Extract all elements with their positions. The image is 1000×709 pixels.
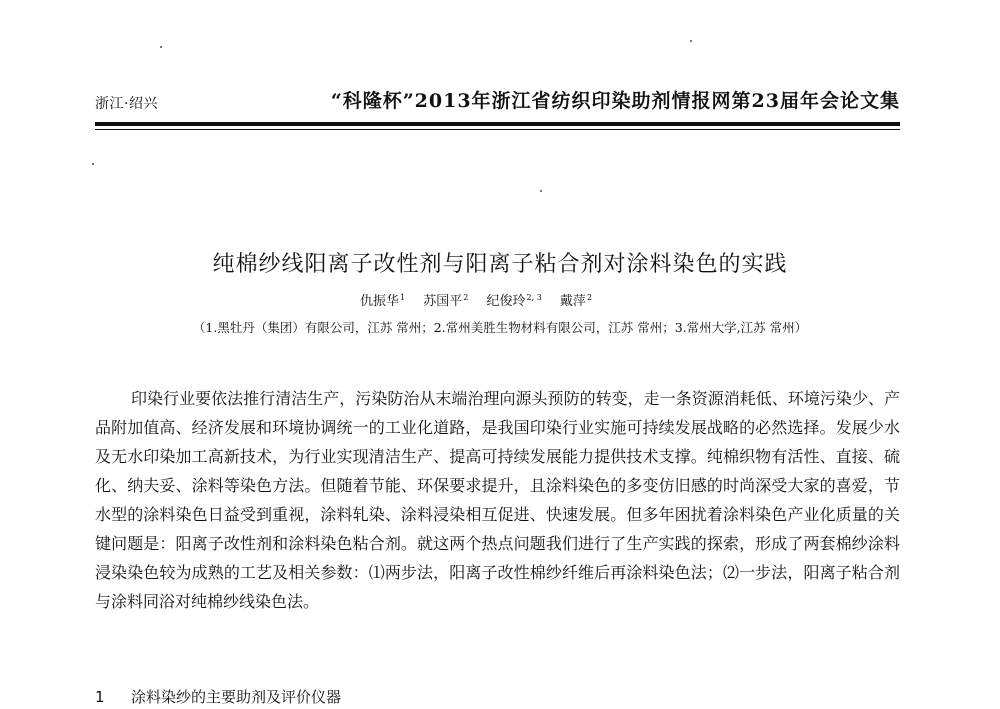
author-name: 戴萍 — [559, 294, 586, 309]
author-affiliation-mark: 2, 3 — [526, 292, 542, 302]
affiliations: （1.黑牡丹（集团）有限公司，江苏 常州；2.常州美胜生物材料有限公司，江苏 常州；3.常州大学,江苏 常州） — [192, 320, 808, 335]
scan-speck — [160, 46, 162, 48]
section-heading — [95, 686, 341, 707]
author-affiliation-mark: 2 — [586, 292, 593, 302]
header-location: 浙江·绍兴 — [95, 96, 158, 112]
author-list — [360, 290, 606, 309]
author-name: 仇振华 — [360, 294, 400, 309]
paper-title: 纯棉纱线阳离子改性剂与阳离子粘合剂对涂料染色的实践 — [212, 252, 788, 277]
author — [487, 294, 542, 309]
header-rule-thin — [95, 129, 900, 130]
section-number: 1 — [95, 688, 105, 706]
section-title: 涂料染纱的主要助剂及评价仪器 — [131, 688, 342, 706]
author — [560, 294, 592, 309]
header-rule-thick — [95, 122, 900, 126]
author — [360, 294, 405, 309]
header-proceedings-title: “科隆杯”2013年浙江省纺织印染助剂情报网第23届年会论文集 — [330, 90, 900, 112]
author-affiliation-mark: 1 — [400, 292, 406, 302]
scan-speck — [540, 190, 542, 192]
scan-speck — [92, 163, 94, 165]
scan-speck — [690, 40, 692, 42]
running-header — [95, 86, 900, 122]
author-name: 苏国平 — [423, 294, 463, 309]
author-name: 纪俊玲 — [486, 294, 526, 309]
author-affiliation-mark: 2 — [463, 292, 469, 302]
body-paragraph: 印染行业要依法推行清洁生产，污染防治从末端治理向源头预防的转变，走一条资源消耗低、环境污染少、产品附加值高、经济发展和环境协调统一的工业化道路，是我国印染行业实施可持续发展战略的必然选择。发展少水及无水印染加工高新技术，为行业实现清洁生产、提高可持续发展能力提供技术支撑。纯棉织物有活性、直接、硫化、纳夫妥、涂料等染色方法。但随着节能、环保要求提升，且涂料染色的多变仿旧感的时尚深受大家的喜爱，节水型的涂料染色日益受到重视，涂料轧染、涂料浸染相互促进、快速发展。但多年困扰着涂料染色产业化质量的关键问题是：阳离子改性剂和涂料染色粘合剂。就这两个热点问题我们进行了生产实践的探索，形成了两套棉纱涂料浸染染色较为成熟的工艺及相关参数：⑴两步法，阳离子改性棉纱纤维后再涂料染色法；⑵一步法，阳离子粘合剂与涂料同浴对纯棉纱线染色法。 — [95, 389, 900, 611]
author — [423, 294, 468, 309]
